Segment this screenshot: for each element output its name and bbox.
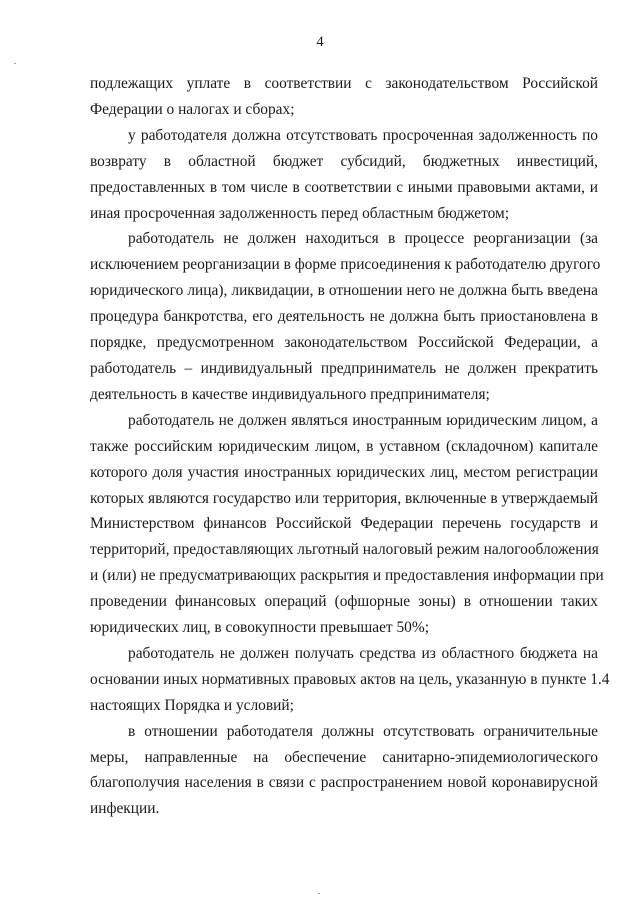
text-line: меры, направленные на обеспечение санитарно-эпидемиологического: [90, 748, 598, 766]
paragraph-sanitary-restrictions: [90, 719, 598, 823]
text-line: инфекции.: [90, 800, 160, 818]
text-line: процедура банкротства, его деятельность не должна быть приостановлена в: [90, 308, 598, 326]
text-line: работодатель не должен являться иностранным юридическим лицом, а: [128, 411, 598, 429]
text-line: деятельность в качестве индивидуального предпринимателя;: [90, 385, 490, 403]
text-line: работодатель – индивидуальный предприниматель не должен прекратить: [90, 359, 598, 377]
text-line: у работодателя должна отсутствовать просроченная задолженность по: [128, 126, 598, 144]
text-line: исключением реорганизации в форме присоединения к работодателю другого: [90, 256, 601, 274]
paragraph-overdue-debt: [90, 123, 598, 227]
text-line: подлежащих уплате в соответствии с законодательством Российской: [90, 75, 598, 92]
text-line: проведении финансовых операций (офшорные зоны) в отношении таких: [90, 593, 598, 611]
text-line: порядке, предусмотренном законодательством Российской Федерации, а: [90, 334, 598, 352]
text-line: благополучия населения в связи с распространением новой коронавирусной: [90, 774, 598, 792]
text-line: возврату в областной бюджет субсидий, бюджетных инвестиций,: [90, 152, 598, 170]
text-line: в отношении работодателя должны отсутствовать ограничительные: [128, 722, 598, 740]
text-line: юридического лица), ликвидации, в отношении него не должна быть введена: [90, 282, 598, 300]
text-line: предоставленных в том числе в соответствии с иными правовыми актами, и: [90, 178, 598, 196]
document-body: [90, 71, 610, 822]
paragraph-tax-obligations: [90, 71, 598, 123]
text-line: настоящих Порядка и условий;: [90, 696, 294, 714]
text-line: основании иных нормативных правовых актов на цель, указанную в пункте 1.4: [90, 670, 610, 688]
scan-speck: [14, 63, 16, 64]
text-line: и (или) не предусматривающих раскрытия и предоставления информации при: [90, 567, 604, 585]
text-line: иная просроченная задолженность перед областным бюджетом;: [90, 204, 510, 222]
page-number: 4: [316, 34, 324, 50]
text-line: которых являются государство или территория, включенные в утверждаемый: [90, 489, 599, 507]
scan-speck: [318, 893, 320, 894]
text-line: территорий, предоставляющих льготный налоговый режим налогообложения: [90, 541, 599, 559]
paragraph-foreign-entity: [90, 408, 604, 641]
text-line: Федерации о налогах и сборах;: [90, 100, 295, 118]
paragraph-reorganization: [90, 226, 601, 407]
text-line: юридических лиц, в совокупности превышает 50%;: [90, 619, 429, 637]
text-line: Министерством финансов Российской Федерации перечень государств и: [90, 515, 598, 533]
text-line: работодатель не должен получать средства из областного бюджета на: [128, 644, 598, 662]
paragraph-regional-funds: [90, 641, 610, 719]
text-line: которого доля участия иностранных юридических лиц, местом регистрации: [90, 463, 598, 481]
text-line: работодатель не должен находиться в процессе реорганизации (за: [128, 230, 598, 248]
text-line: также российским юридическим лицом, в уставном (складочном) капитале: [90, 437, 598, 455]
